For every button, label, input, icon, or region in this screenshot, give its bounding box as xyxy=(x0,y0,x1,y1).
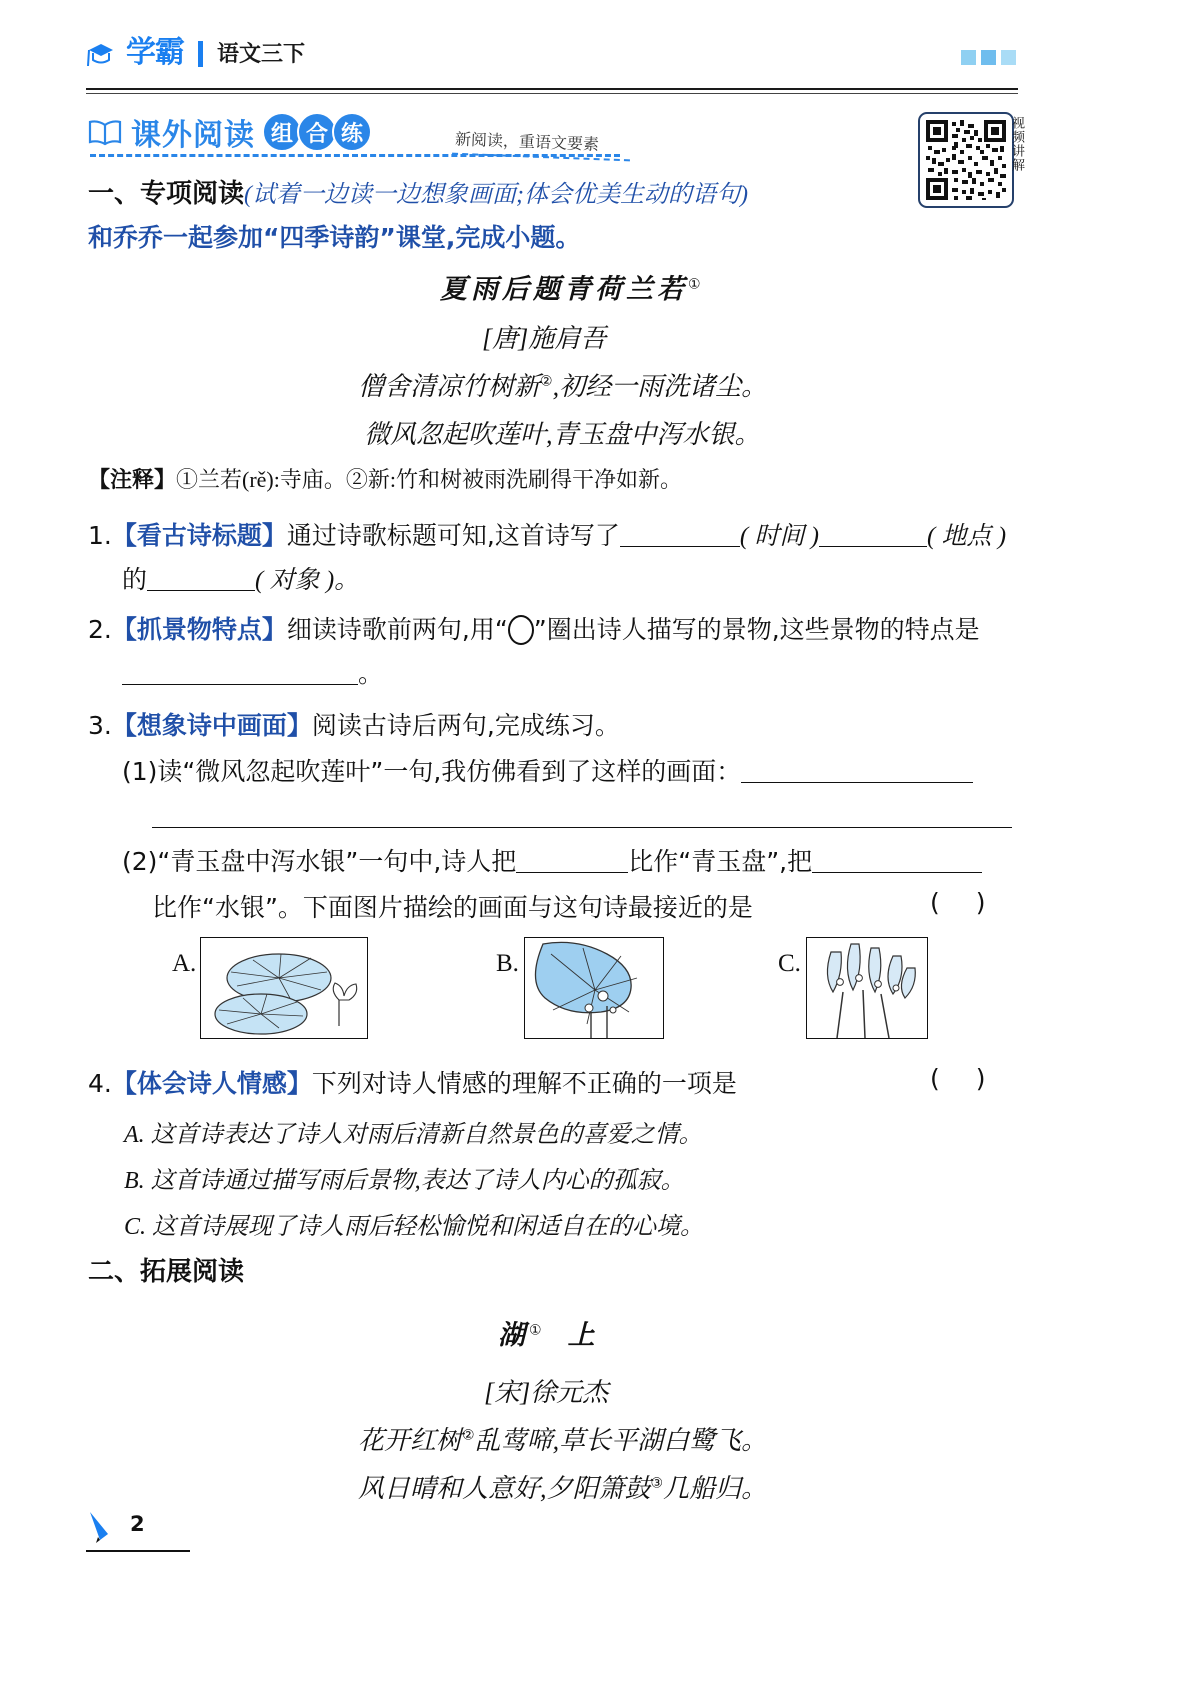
banner-pills xyxy=(267,112,372,152)
pencil-icon xyxy=(86,1508,120,1544)
brand-logo xyxy=(86,35,1016,70)
section1-heading xyxy=(88,178,748,211)
q3-sub1-text: (1)读“微风忽起吹莲叶”一句,我仿佛看到了这样的画面： xyxy=(122,757,742,786)
brand-divider xyxy=(198,41,203,67)
open-book-icon xyxy=(88,119,122,146)
poem1-line1: 僧舍清凉竹树新②,初经一雨洗诸尘。 xyxy=(358,372,768,401)
circle-mark-icon xyxy=(508,615,534,645)
q2-text-b: ”圈出诗人描写的景物,这些景物的特点是 xyxy=(533,615,980,644)
notes-text: ①兰若(rě):寺庙。②新:竹和树被雨洗刷得干净如新。 xyxy=(176,467,682,492)
question-2-line2 xyxy=(122,654,383,690)
poem1-title: 夏雨后题青荷兰若① xyxy=(440,274,701,304)
pill-1: 合 xyxy=(297,112,337,152)
q4-number: 4. xyxy=(88,1069,112,1098)
question-3-sub2 xyxy=(122,842,982,878)
notes-label: 【注释】 xyxy=(88,468,177,493)
q3-sub2-a: (2)“青玉盘中泻水银”一句中,诗人把 xyxy=(122,847,517,876)
q1-tag: 【看古诗标题】 xyxy=(111,521,287,550)
pic-label-b: B. xyxy=(496,950,519,977)
poem1-title-sup: ① xyxy=(688,277,701,293)
question-3 xyxy=(88,706,620,742)
q2-line2-end: 。 xyxy=(358,659,384,688)
section1-lead: 和乔乔一起参加“四季诗韵”课堂,完成小题。 xyxy=(88,223,581,252)
q1-text-a: 通过诗歌标题可知,这首诗写了 xyxy=(286,521,620,550)
q4-option-c[interactable]: C. 这首诗展现了诗人雨后轻松愉悦和闲适自在的心境。 xyxy=(124,1214,705,1240)
pic-option-b[interactable] xyxy=(524,937,664,1039)
poem2-line2: 风日晴和人意好,夕阳箫鼓③几船归。 xyxy=(358,1474,768,1503)
q3-blank-2[interactable] xyxy=(152,800,1012,828)
pic-option-c[interactable] xyxy=(806,937,928,1039)
q3-sub2-b: 比作“青玉盘”,把 xyxy=(628,847,813,876)
q3-answer-paren[interactable]: ( ) xyxy=(930,888,1000,917)
page-number: 2 xyxy=(130,1512,145,1536)
pill-0: 组 xyxy=(262,112,302,152)
q2-blank-1[interactable] xyxy=(122,658,358,686)
section1-title: 专项阅读 xyxy=(140,179,245,209)
q1-text-c: ( 地点 ) xyxy=(926,523,1007,550)
brand-name: 学霸 xyxy=(126,35,184,70)
q4-tag: 【体会诗人情感】 xyxy=(111,1069,312,1098)
qr-code-icon[interactable] xyxy=(918,112,1014,208)
poem2-title-2: 上 xyxy=(567,1320,599,1350)
q3-tag: 【想象诗中画面】 xyxy=(111,711,312,740)
question-2 xyxy=(88,610,980,646)
q1-text-b: ( 时间 ) xyxy=(739,523,819,550)
qr-label: 视频讲解 xyxy=(1009,116,1024,172)
graduation-cap-icon xyxy=(86,40,116,68)
pic-label-a: A. xyxy=(172,950,197,977)
section1-hint: (试着一边读一边想象画面;体会优美生动的语句) xyxy=(244,182,749,208)
question-3-sub1 xyxy=(122,752,973,788)
footer-divider xyxy=(86,1550,190,1552)
question-1 xyxy=(88,516,1006,552)
poem1-line2: 微风忽起吹莲叶,青玉盘中泻水银。 xyxy=(364,420,761,449)
question-4 xyxy=(88,1064,737,1100)
poem1-author: [唐]施肩吾 xyxy=(482,324,607,353)
question-3-sub2-line2 xyxy=(152,888,753,924)
q1-line2-a: 的 xyxy=(122,565,148,594)
section2-heading xyxy=(88,1256,244,1289)
q4-option-a[interactable]: A. 这首诗表达了诗人对雨后清新自然景色的喜爱之情。 xyxy=(124,1122,703,1148)
q2-text-a: 细读诗歌前两句,用“ xyxy=(286,615,508,644)
banner-tagline: 新阅读，重语文要素 xyxy=(454,129,600,154)
poem2-title-sup: ① xyxy=(529,1323,542,1339)
section1-number: 一、 xyxy=(88,179,141,209)
poem2-author: [宋]徐元杰 xyxy=(484,1378,609,1407)
poem2-title: 湖① 上 xyxy=(498,1320,599,1350)
pill-2: 练 xyxy=(332,112,372,152)
q1-blank-1[interactable] xyxy=(620,520,740,548)
q1-number: 1. xyxy=(88,521,112,550)
q4-text-a: 下列对诗人情感的理解不正确的一项是 xyxy=(311,1069,737,1098)
q3-blank-1[interactable] xyxy=(741,756,973,784)
q4-answer-paren[interactable]: ( ) xyxy=(930,1064,1000,1093)
banner-title: 课外阅读 xyxy=(131,118,255,153)
header-divider xyxy=(86,88,1018,90)
q2-number: 2. xyxy=(88,615,112,644)
subject-label: 语文三下 xyxy=(217,42,306,67)
q3-number: 3. xyxy=(88,711,112,740)
decor-squares xyxy=(961,50,1016,65)
question-1-line2 xyxy=(122,560,359,596)
q1-line2-b: ( 对象 )。 xyxy=(255,567,360,594)
section2-title: 拓展阅读 xyxy=(140,1257,245,1287)
q3-text-a: 阅读古诗后两句,完成练习。 xyxy=(311,711,620,740)
q1-blank-3[interactable] xyxy=(147,564,255,592)
pic-option-a[interactable] xyxy=(200,937,368,1039)
poem2-line1: 花开红树②乱莺啼,草长平湖白鹭飞。 xyxy=(358,1426,768,1455)
pic-label-c: C. xyxy=(778,950,801,977)
q3-sub2-c: 比作“水银”。下面图片描绘的画面与这句诗最接近的是 xyxy=(152,893,753,922)
q1-blank-2[interactable] xyxy=(819,520,927,548)
question-3-sub1-line2 xyxy=(152,800,1012,831)
q2-tag: 【抓景物特点】 xyxy=(111,615,287,644)
q4-option-b[interactable]: B. 这首诗通过描写雨后景物,表达了诗人内心的孤寂。 xyxy=(124,1168,685,1194)
q3-blank-3[interactable] xyxy=(516,846,628,874)
poem1-notes xyxy=(88,466,682,495)
section2-number: 二、 xyxy=(88,1257,141,1287)
q3-blank-4[interactable] xyxy=(812,846,982,874)
